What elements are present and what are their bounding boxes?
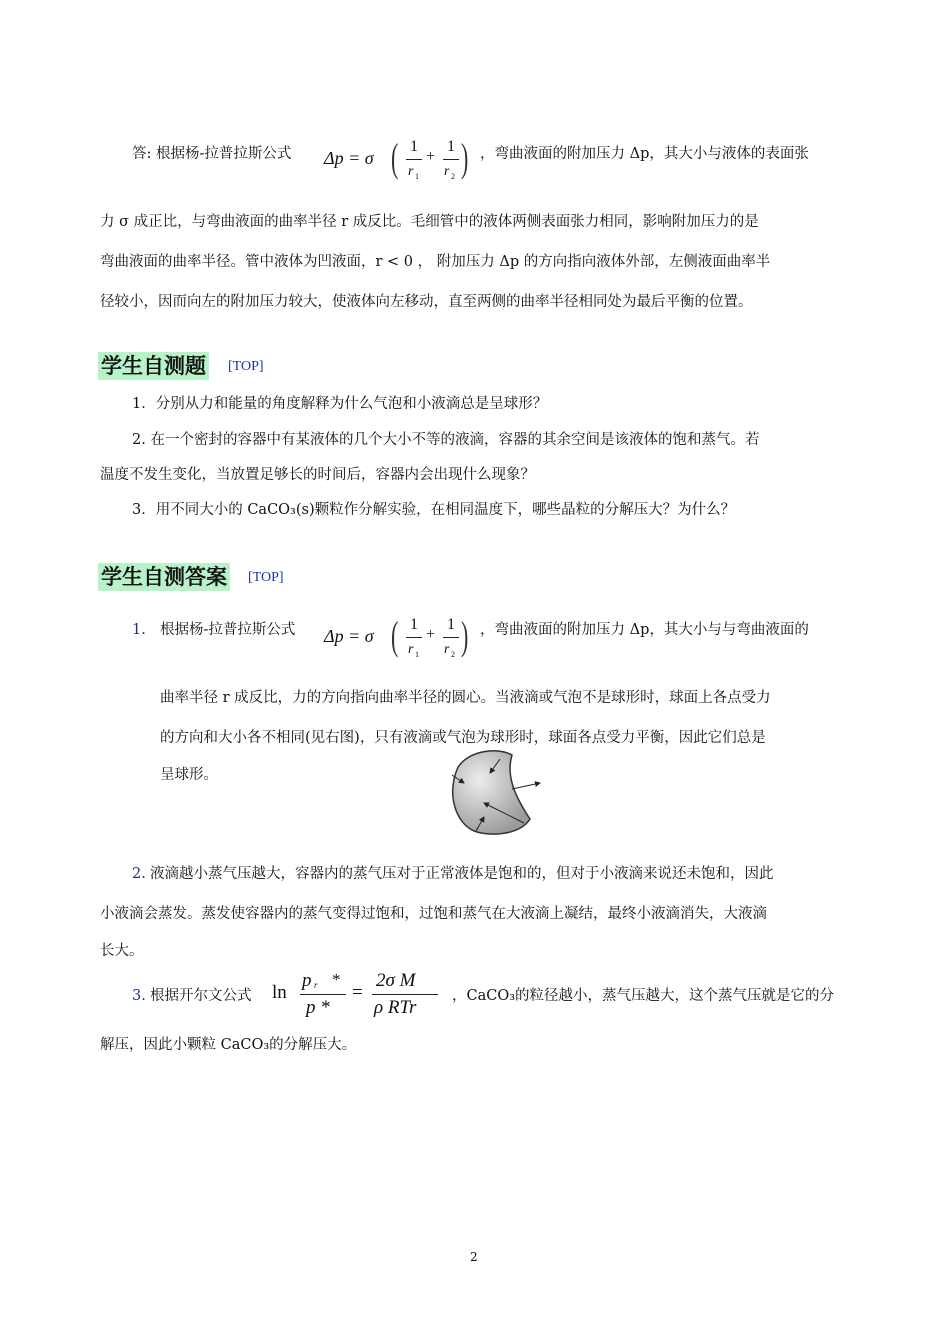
- answer-3-suffix: ，CaCO₃的粒径越小，蒸气压越大，这个蒸气压就是它的分: [452, 988, 835, 1004]
- answers-top-link[interactable]: [TOP]: [248, 570, 284, 585]
- answer-prefix: 答: 根据杨-拉普拉斯公式: [132, 146, 292, 162]
- droplet-force-figure: [440, 745, 550, 840]
- answer-1-prefix: 根据杨-拉普拉斯公式: [160, 622, 296, 638]
- answer-line-2: 力 σ 成正比，与弯曲液面的曲率半径 r 成反比。毛细管中的液体两侧表面张力相同，影响附加压力的是: [100, 214, 759, 230]
- young-laplace-formula: Δp = σ ( 1 r 1 + 1 r 2 ): [324, 135, 469, 181]
- formula-lhs: Δp = σ: [324, 148, 374, 168]
- formula-r1-sub: 1: [415, 172, 419, 181]
- droplet-shape: [453, 751, 530, 834]
- kelvin-formula: [272, 968, 452, 1020]
- young-laplace-formula-2: Δp = σ ( 1 r 1 + 1 r 2 ): [324, 613, 469, 659]
- kelvin-eq: =: [352, 982, 363, 1003]
- formula-one-b: 1: [447, 616, 455, 633]
- answer-line-3: 弯曲液面的曲率半径。管中液体为凹液面，r < 0 ， 附加压力 Δp 的方向指向液体外部，左侧液面曲率半: [100, 254, 771, 270]
- answer-1-line-4: 呈球形。: [160, 767, 218, 783]
- kelvin-num-p: p: [302, 970, 312, 991]
- answer-suffix: ，弯曲液面的附加压力 Δp，其大小与液体的表面张: [480, 146, 809, 162]
- selftest-top-link[interactable]: [TOP]: [228, 359, 264, 374]
- kelvin-den: p *: [306, 997, 330, 1018]
- answer-1-line-3: 的方向和大小各不相同(见右图)，只有液滴或气泡为球形时，球面各点受力平衡，因此它们总是: [160, 730, 766, 746]
- formula-plus: +: [426, 148, 436, 165]
- answers-heading: 学生自测答案: [98, 563, 230, 591]
- force-arrow: [512, 783, 540, 789]
- formula-one-b: 1: [447, 138, 455, 155]
- question-1: 1．分别从力和能量的角度解释为什么气泡和小液滴总是呈球形？: [132, 396, 548, 412]
- selftest-heading: 学生自测题: [98, 352, 209, 380]
- kelvin-rden: ρ RTr: [374, 997, 417, 1018]
- formula-r2-sub: 2: [451, 172, 455, 181]
- formula-r1: r: [408, 164, 414, 179]
- formula-r1-sub: 1: [415, 650, 419, 659]
- answer-3-line-2: 解压，因此小颗粒 CaCO₃的分解压大。: [100, 1037, 357, 1053]
- question-3: 3．用不同大小的 CaCO₃(s)颗粒作分解实验，在相同温度下，哪些晶粒的分解压大？为什么？: [132, 502, 736, 518]
- formula-r2: r: [444, 164, 450, 179]
- kelvin-rnum: 2σ M: [376, 970, 416, 991]
- question-2-line-1: 2. 在一个密封的容器中有某液体的几个大小不等的液滴，容器的其余空间是该液体的饱和蒸气。若: [132, 432, 760, 448]
- answer-3-number: 3.: [132, 988, 146, 1004]
- formula-r2-sub: 2: [451, 650, 455, 659]
- answer-1-line-2: 曲率半径 r 成反比，力的方向指向曲率半径的圆心。当液滴或气泡不是球形时，球面上各点受力: [160, 690, 771, 706]
- answer-1-suffix: ，弯曲液面的附加压力 Δp，其大小与与弯曲液面的: [480, 622, 809, 638]
- kelvin-num-sub: r: [314, 980, 318, 990]
- answer-2-line-2: 小液滴会蒸发。蒸发使容器内的蒸气变得过饱和，过饱和蒸气在大液滴上凝结，最终小液滴消失，大液滴: [100, 906, 767, 922]
- kelvin-num-star: *: [332, 970, 341, 989]
- formula-r2: r: [444, 642, 450, 657]
- page-number: 2: [470, 1250, 478, 1264]
- answer-3-prefix: 根据开尔文公式: [150, 988, 252, 1004]
- answer-line-4: 径较小，因而向左的附加压力较大，使液体向左移动，直至两侧的曲率半径相同处为最后平衡的位置。: [100, 294, 753, 310]
- formula-plus: +: [426, 626, 436, 643]
- question-2-line-2: 温度不发生变化，当放置足够长的时间后，容器内会出现什么现象？: [100, 467, 535, 483]
- formula-r1: r: [408, 642, 414, 657]
- formula-lhs: Δp = σ: [324, 626, 374, 646]
- formula-one-a: 1: [410, 616, 418, 633]
- answer-2-line-3: 长大。: [100, 943, 144, 959]
- formula-one-a: 1: [410, 138, 418, 155]
- kelvin-ln: ln: [272, 982, 287, 1003]
- answer-2-number: 2.: [132, 866, 146, 882]
- answer-2-line-1: 液滴越小蒸气压越大，容器内的蒸气压对于正常液体是饱和的，但对于小液滴来说还未饱和，因此: [150, 866, 774, 882]
- answer-1-number: 1.: [132, 622, 146, 638]
